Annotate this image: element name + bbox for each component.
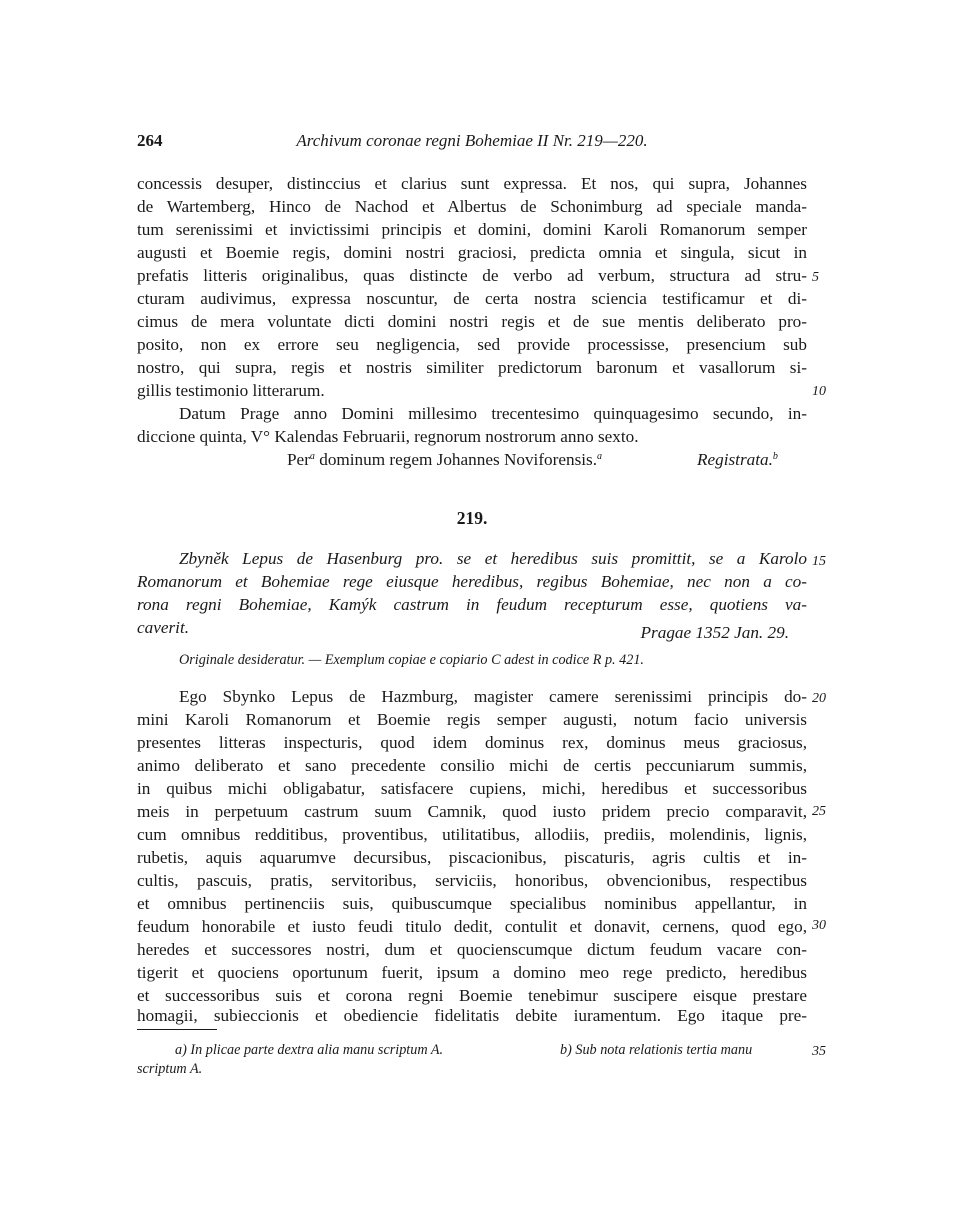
body-line: heredes et successores nostri, dum et quocienscumque dictum feudum vacare con-	[137, 940, 807, 959]
footnote-mark: a	[309, 451, 315, 462]
text-line: de Wartemberg, Hinco de Nachod et Albertus de Schonimburg ad speciale manda-	[137, 197, 807, 216]
text-line: prefatis litteris originalibus, quas distincte de verbo ad verbum, structura ad stru-	[137, 266, 807, 285]
place-date: Pragae 1352 Jan. 29.	[640, 623, 789, 642]
body-line: cum omnibus redditibus, proventibus, utilitatibus, allodiis, prediis, molendinis, lignis,	[137, 825, 807, 844]
body-line: Ego Sbynko Lepus de Hazmburg, magister camere serenissimi principis do-	[179, 687, 807, 706]
body-line: animo deliberato et sano precedente consilio michi de certis peccuniarum summis,	[137, 756, 807, 775]
body-line: feudum honorabile et iusto feudi titulo dedit, contulit et donavit, cernens, quod ego,	[137, 917, 807, 936]
body-line: in quibus michi obligabatur, satisfacere cupiens, michi, heredibus et successoribus	[137, 779, 807, 798]
line-number: 30	[812, 918, 826, 933]
footnotes	[137, 1042, 827, 1062]
document-number: 219.	[456, 508, 488, 528]
regest-line-end: caverit.	[137, 618, 190, 637]
regest-line	[137, 616, 807, 642]
body-line: homagii, subieccionis et obediencie fidelitatis debite iuramentum. Ego itaque pre-	[137, 1006, 807, 1025]
body-line: mini Karoli Romanorum et Boemie regis semper augusti, notum facio universis	[137, 710, 807, 729]
body-line: meis in perpetuum castrum suum Camnik, quod iusto pridem precio comparavit,	[137, 802, 807, 821]
text-line: tum serenissimi et invictissimi principis et domini, domini Karoli Romanorum semper	[137, 220, 807, 239]
body-line: et successoribus suis et corona regni Boemie tenebimur suscipere eisque prestare	[137, 986, 807, 1005]
registrata-word: Registrata.	[697, 450, 773, 469]
footnote-b: b) Sub nota relationis tertia manu	[560, 1042, 753, 1058]
text-line: augusti et Boemie regis, domini nostri graciosi, predicta omnia et singula, sicut in	[137, 243, 807, 262]
regest-line: Romanorum et Bohemiae rege eiusque heredibus, regibus Bohemiae, nec non a co-	[137, 572, 807, 591]
footnote-rule	[137, 1029, 217, 1030]
footnote-a: a) In plicae parte dextra alia manu scriptum A.	[175, 1042, 444, 1058]
text-line: nostro, qui supra, regis et nostris similiter predictorum baronum et vasallorum si-	[137, 358, 807, 377]
text-line: gillis testimonio litterarum.	[137, 381, 325, 400]
body-line: rubetis, aquis aquarumve decursibus, piscacionibus, piscaturis, agris cultis et in-	[137, 848, 807, 867]
line-number: 20	[812, 691, 826, 706]
line-number: 15	[812, 554, 826, 569]
body-line: et omnibus pertinenciis suis, quibuscumque specialibus nominibus appellantur, in	[137, 894, 807, 913]
source-note: Originale desideratur. — Exemplum copiae e copiario C adest in codice R p. 421.	[179, 652, 644, 668]
text-line: concessis desuper, distinccius et clarius sunt expressa. Et nos, qui supra, Johannes	[137, 174, 807, 193]
signature-line	[137, 448, 807, 471]
per-word: Per	[287, 450, 310, 469]
chancery-note	[287, 448, 602, 471]
text-line: posito, non ex errore seu negligencia, sed provide processisse, presencium sub	[137, 335, 807, 354]
footnote-mark: a	[597, 451, 603, 462]
line-number: 35	[812, 1044, 826, 1059]
footnote-mark: b	[772, 451, 778, 462]
line-number: 5	[812, 270, 819, 285]
regest-line: Zbyněk Lepus de Hasenburg pro. se et heredibus suis promittit, se a Karolo	[179, 549, 807, 568]
body-line: tigerit et quociens oportunum fuerit, ipsum a domino meo rege predicto, heredibus	[137, 963, 807, 982]
dating-line: Datum Prage anno Domini millesimo trecentesimo quinquagesimo secundo, in-	[179, 404, 807, 423]
body-line: presentes litteras inspecturis, quod idem dominus rex, dominus meus graciosus,	[137, 733, 807, 752]
page-number: 264	[137, 131, 163, 150]
text-line: cimus de mera voluntate dicti domini nostri regis et de sue mentis deliberato pro-	[137, 312, 807, 331]
text-line: cturam audivimus, expressa noscuntur, de certa nostra sciencia testificamur et di-	[137, 289, 807, 308]
registrata-note	[697, 448, 778, 471]
running-title: Archivum coronae regni Bohemiae II Nr. 219—220.	[296, 131, 648, 150]
dating-line: diccione quinta, V° Kalendas Februarii, regnorum nostrorum anno sexto.	[137, 427, 639, 446]
footnote-b-continued: scriptum A.	[137, 1061, 203, 1077]
page-header	[137, 131, 807, 155]
line-number: 10	[812, 384, 826, 399]
notary-name: dominum regem Johannes Noviforensis.	[314, 450, 598, 469]
regest-line: rona regni Bohemiae, Kamýk castrum in feudum recepturum esse, quotiens va-	[137, 595, 807, 614]
line-number: 25	[812, 804, 826, 819]
body-line: cultis, pascuis, pratis, servitoribus, serviciis, honoribus, obvencionibus, respectibus	[137, 871, 807, 890]
